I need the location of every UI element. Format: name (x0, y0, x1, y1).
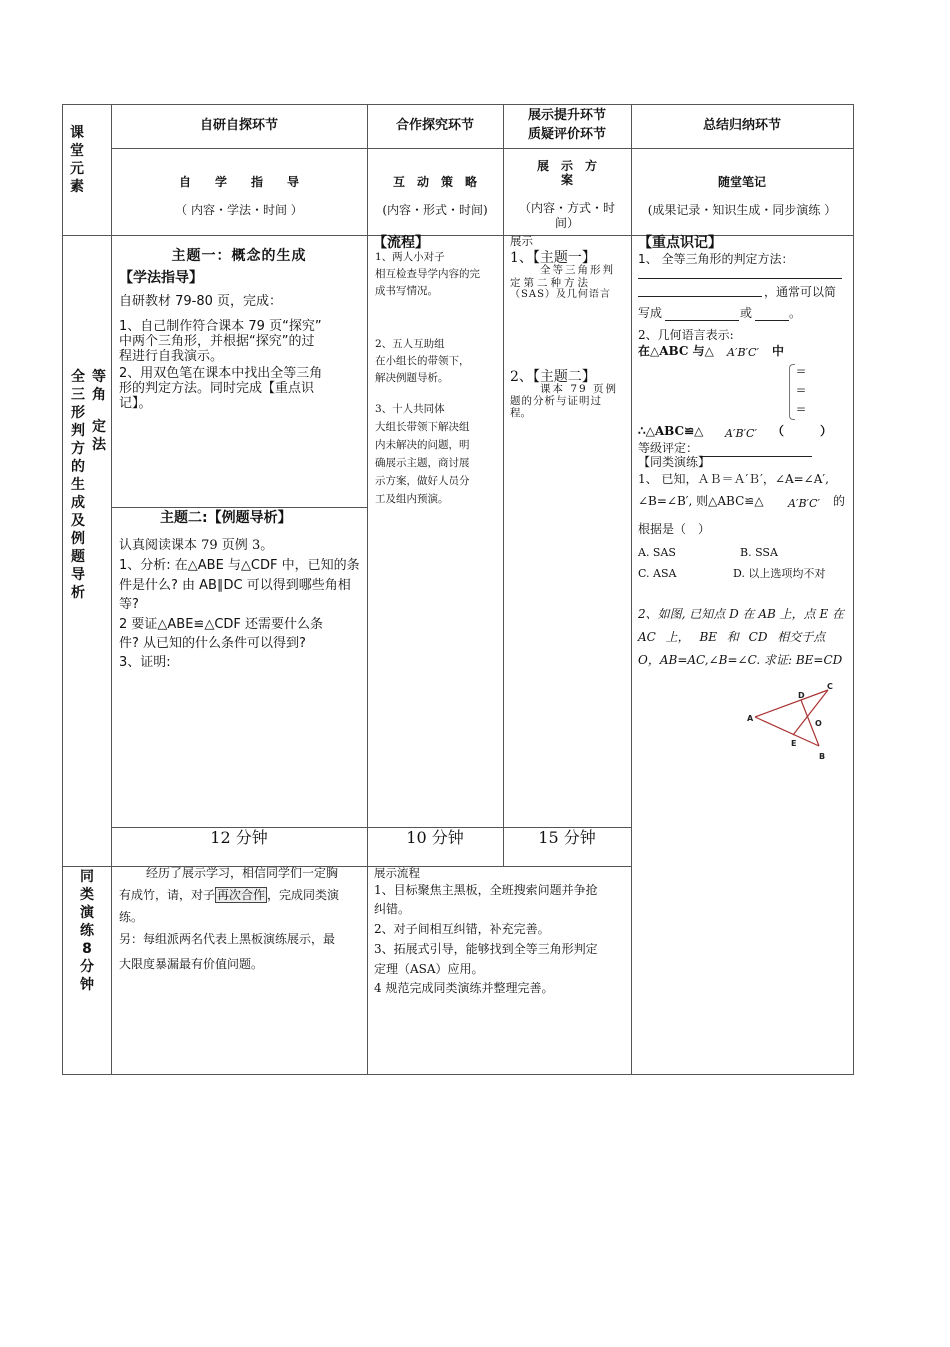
flow-heading: 【流程】 (373, 235, 429, 251)
bottom-right-r2: 2、对子间相互纠错，补充完善。 (374, 922, 550, 936)
col1-p3-l1: 2、用双色笔在课本中找出全等三角 (119, 366, 323, 381)
fig-label-e: E (791, 739, 797, 748)
subheader-col3-title-a: 展 示 方 (536, 159, 597, 173)
bottom-right-r3-l1: 3、拓展式引导，能够找到全等三角形判定 (374, 942, 598, 956)
col1-p3-l3: 记】。 (119, 396, 152, 411)
col3-t1-l1: 全等三角形判 (540, 264, 615, 276)
col2-s2-l3: 解决例题导析。 (375, 372, 449, 384)
key-heading: 【重点识记】 (638, 235, 722, 251)
header-col3-line2: 质疑评价环节 (527, 127, 606, 142)
bottom-right-title: 展示流程 (374, 866, 420, 880)
eq-1: = (796, 364, 807, 378)
topic1-title: 主题一：概念的生成 (171, 248, 307, 264)
fig-label-o: O (815, 719, 822, 728)
col4-k2-abc: A′B′C′ (727, 346, 759, 359)
col1-q1-l2: 件是什么? 由 AB∥DC 可以得到哪些角相 (119, 578, 351, 593)
col4-k2-in: 中 (772, 344, 785, 358)
triangle-figure (745, 680, 841, 762)
row-label-sub-a: 等角 (92, 369, 106, 403)
blank-line-3[interactable] (665, 320, 739, 321)
col3-time: 15 分钟 (538, 828, 596, 847)
col4-k1: 1、 全等三角形的判定方法： (638, 252, 794, 266)
bottom-right-r4: 4 规范完成同类演练并整理完善。 (374, 981, 554, 995)
col4-therefore: ∴△ABC≌△ (638, 424, 704, 438)
subheader-col2-title: 互 动 策 略 (392, 175, 477, 189)
col2-s1-l3: 成书写情况。 (375, 285, 438, 297)
col2-s2-l1: 2、五人互助组 (375, 338, 445, 350)
option-b[interactable]: B. SSA (740, 546, 778, 559)
bottom-right-r1-l1: 1、目标聚焦主黑板，全班搜索问题并争抢 (374, 883, 598, 897)
col4-e1-l3: 根据是（ ） (638, 522, 711, 536)
topic2-title: 主题二:【例题导析】 (160, 510, 292, 526)
col2-time: 10 分钟 (406, 828, 464, 847)
col1-p2-l2: 中两个三角形，并根据“探究”的过 (119, 334, 315, 349)
fig-label-a: A (747, 714, 754, 723)
subheader-col2-note: (内容・形式・时间) (382, 203, 488, 217)
col2-s3-l1: 3、十人共同体 (375, 403, 445, 415)
row-label-elements: 课堂元素 (70, 125, 84, 195)
col3-t1-l3: （SAS）及几何语言 (510, 289, 611, 300)
col3-show: 展示 (510, 234, 533, 248)
col2-s3-l4: 确展示主题，商讨展 (375, 457, 470, 469)
col1-q1-l3: 等? (119, 597, 139, 612)
bottom-left-l2a: 有成竹，请，对子 (119, 888, 216, 902)
row-label-practice: 同类演练8分钟 (80, 869, 94, 993)
blank-line-2[interactable] (638, 296, 762, 297)
col4-paren: （ ） (772, 424, 833, 438)
col3-t2-l2: 题的分析与证明过 (510, 395, 602, 407)
option-c[interactable]: C. ASA (638, 567, 677, 580)
same-heading: 【同类演练】 (638, 455, 711, 469)
col3-t1-l2: 定第二种方法 (510, 277, 591, 289)
col2-s3-l3: 内未解决的问题，明 (375, 439, 470, 451)
subheader-col3-note-b: 间） (554, 216, 579, 230)
col1-q2-l2: 件? 从已知的什么条件可以得到? (119, 636, 306, 651)
col4-k1-end: 。 (789, 306, 802, 320)
col3-t2-l1: 课本 79 页例 (540, 383, 619, 395)
header-col3-line1: 展示提升环节 (527, 108, 606, 123)
col4-k1-or: 或 (740, 306, 753, 320)
col4-k1-write: 写成 (638, 306, 663, 320)
col4-therefore-abc: A′B′C′ (725, 427, 757, 440)
bottom-left-l2 (119, 886, 339, 905)
col4-k2-line: 在△ABC 与△ (638, 344, 714, 358)
col4-e2-l1: 2、如图, 已知点 D 在 AB 上，点 E 在 (638, 607, 845, 621)
subheader-col4-note: (成果记录・知识生成・同步演练 ） (647, 203, 837, 217)
subheader-col3-title-b: 案 (560, 173, 573, 187)
subheader-col1-note: （ 内容・学法・时间 ） (175, 203, 303, 217)
col4-e2-l3: O，AB=AC,∠B=∠C. 求证: BE=CD (638, 653, 843, 667)
header-col1: 自研自探环节 (199, 118, 278, 133)
col4-k1-tail: ，通常可以简 (764, 285, 837, 299)
fig-label-b: B (819, 752, 826, 761)
col1-time: 12 分钟 (210, 828, 268, 847)
bottom-right-r3-l2: 定理（ASA）应用。 (374, 962, 484, 976)
col4-e1-l2a: ∠B=∠B′, 则△ABC≌△ (638, 494, 764, 508)
bottom-left-l1: 经历了展示学习，相信同学们一定胸 (146, 866, 339, 880)
col4-e1-l1: 1、 已知，ＡＢ＝Ａ′Ｂ′，∠A=∠A′, (638, 472, 829, 486)
col3-t2-l3: 程。 (510, 407, 531, 419)
col1-q3: 3、证明: (119, 655, 171, 670)
col1-q0: 认真阅读课本 79 页例 3。 (119, 538, 274, 553)
col4-e2-l2: AC 上， BE 和 CD 相交于点 (638, 630, 826, 644)
col2-s3-l6: 工及组内预演。 (375, 493, 449, 505)
option-a[interactable]: A. SAS (638, 546, 676, 559)
highlight-again-cooperate: 再次合作 (217, 888, 266, 902)
col1-p1: 自研教材 79-80 页，完成： (119, 294, 283, 309)
col4-e1-abc: A′B′C′ (788, 497, 820, 510)
blank-line-1[interactable] (638, 278, 842, 279)
bottom-left-l2b: ，完成同类演 (267, 888, 340, 902)
bottom-right-r1-l2: 纠错。 (374, 902, 411, 916)
subheader-col1-title: 自 学 指 导 (178, 175, 299, 189)
col4-k2: 2、几何语言表示: (638, 328, 734, 342)
blank-line-4[interactable] (755, 320, 789, 321)
bottom-left-l3: 练。 (119, 910, 144, 924)
col2-s1-l2: 相互检查导学内容的完 (375, 268, 480, 280)
header-col2: 合作探究环节 (395, 118, 474, 133)
col1-p2-l1: 1、自己制作符合课本 79 页“探究” (119, 319, 322, 334)
col4-grade: 等级评定： (638, 441, 699, 455)
col4-e1-l2b: 的 (833, 494, 846, 508)
subheader-col4-title: 随堂笔记 (717, 175, 766, 189)
eq-2: = (796, 383, 807, 397)
row-label-sub-b: 定法 (92, 419, 106, 453)
col1-p2-l3: 程进行自我演示。 (119, 349, 224, 364)
method-heading: 【学法指导】 (119, 270, 203, 286)
col3-t2: 2、【主题二】 (510, 369, 596, 385)
bottom-left-l4: 另：每组派两名代表上黑板演练展示，最 (119, 932, 336, 946)
col1-q2-l1: 2 要证△ABE≌△CDF 还需要什么条 (119, 617, 324, 632)
col1-p3-l2: 形的判定方法。同时完成【重点识 (119, 381, 315, 396)
col2-s3-l5: 示方案，做好人员分 (375, 475, 470, 487)
brace (789, 364, 795, 420)
grade-blank[interactable] (700, 456, 812, 457)
row-label-topic: 全三形判方的生成及例题导析 (71, 369, 85, 601)
fig-label-c: C (827, 682, 833, 691)
col2-s2-l2: 在小组长的带领下， (375, 355, 470, 367)
col2-s3-l2: 大组长带领下解决组 (375, 421, 470, 433)
col2-s1-l1: 1、两人小对子 (375, 251, 445, 263)
fig-label-d: D (798, 691, 805, 700)
subheader-col3-note-a: （内容・方式・时 (518, 201, 615, 215)
col3-t1: 1、【主题一】 (510, 250, 596, 266)
col1-q1-l1: 1、分析: 在△ABE 与△CDF 中，已知的条 (119, 558, 360, 573)
bottom-left-l5: 大限度暴漏最有价值问题。 (119, 957, 264, 971)
header-col4: 总结归纳环节 (702, 118, 781, 133)
eq-3: = (796, 402, 807, 416)
option-d[interactable]: D. 以上选项均不对 (733, 567, 826, 580)
